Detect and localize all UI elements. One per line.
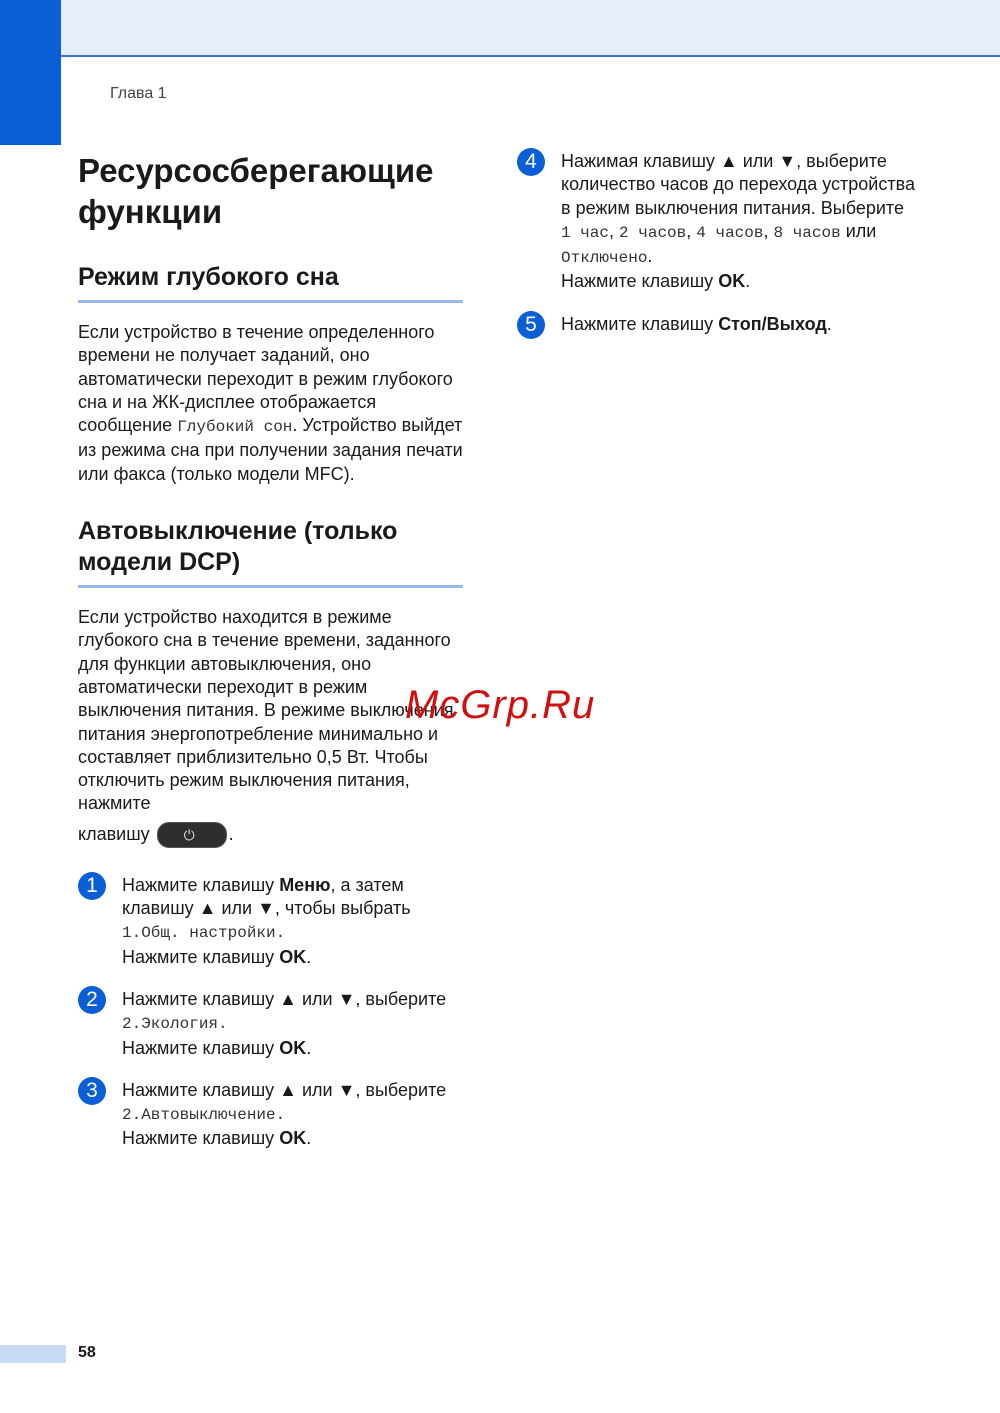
watermark: McGrp.Ru (405, 683, 596, 727)
step-2: 2 Нажмите клавишу ▲ или ▼, выберите 2.Экология. Нажмите клавишу OK. (78, 988, 463, 1060)
footer-bar (0, 1345, 66, 1363)
header-band (0, 0, 1000, 57)
step-3: 3 Нажмите клавишу ▲ или ▼, выберите 2.Автовыключение. Нажмите клавишу OK. (78, 1079, 463, 1151)
right-column (517, 150, 917, 336)
step-number: 2 (78, 986, 106, 1014)
step-1: 1 Нажмите клавишу Меню, а затем клавишу ▲ или ▼, чтобы выбрать 1.Общ. настройки. Нажмите клавишу OK. (78, 874, 463, 969)
left-column (78, 150, 463, 1151)
step-number: 3 (78, 1077, 106, 1105)
page-title: Ресурсосберегающие функции (78, 152, 434, 230)
step-number: 5 (517, 311, 545, 339)
power-key-icon: ⏻ (157, 822, 227, 848)
step-number: 1 (78, 872, 106, 900)
auto-off-text: Если устройство находится в режиме глубокого сна в течение времени, заданного для функции автовыключения, оно автоматически переходит в режим выключения питания. В режиме выключения питания энергопотребление минимально и составляет приблизительно 0,5 Вт. Чтобы отключить режим выключения питания, нажмите клавишу ⏻ . (78, 606, 463, 852)
chapter-label: Глава 1 (110, 85, 167, 102)
chapter-tab (0, 0, 61, 145)
lcd-message: Глубокий сон (177, 418, 293, 437)
auto-off-heading: Автовыключение (только модели DCP) (78, 516, 463, 588)
deep-sleep-heading: Режим глубокого сна (78, 262, 463, 303)
page-number: 58 (78, 1344, 96, 1361)
step-number: 4 (517, 148, 545, 176)
deep-sleep-text: Если устройство в течение определенного времени не получает заданий, оно автоматически переходит в режим глубокого сна и на ЖК-дисплее отображается сообщение Глубокий сон. Устройство выйдет из режима сна при получении задания печати или факса (только модели MFC). (78, 322, 463, 484)
step-4: 4 Нажимая клавишу ▲ или ▼, выберите количество часов до перехода устройства в режим выключения питания. Выберите 1 час, 2 часов, 4 часов, 8 часов или Отключено. Нажмите клавишу OK. (517, 150, 917, 294)
step-5: 5 Нажмите клавишу Стоп/Выход. (517, 313, 917, 336)
